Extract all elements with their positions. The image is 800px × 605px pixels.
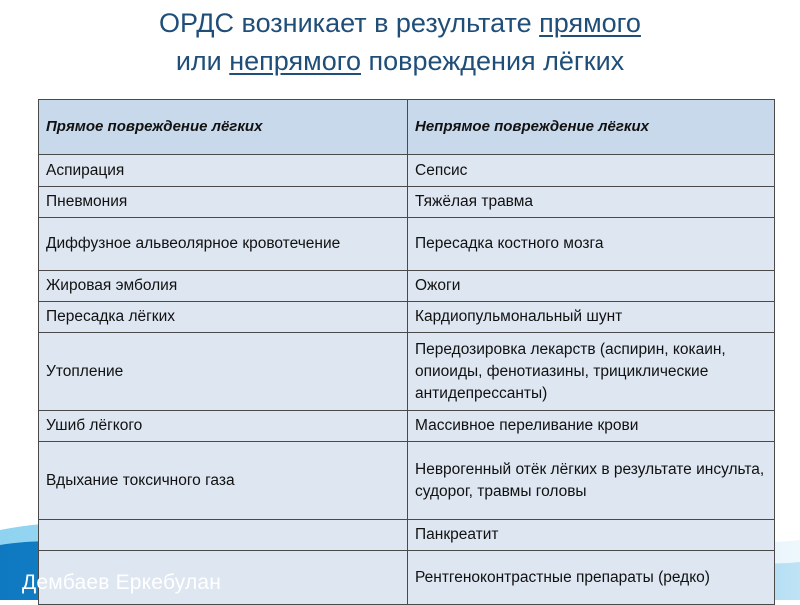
slide-title — [0, 4, 800, 80]
indirect-cell: Пересадка костного мозга — [408, 218, 775, 271]
direct-cell: Ушиб лёгкого — [39, 411, 408, 442]
title-suffix: повреждения лёгких — [360, 46, 625, 76]
table-row — [39, 411, 775, 442]
table-row — [39, 333, 775, 411]
direct-cell: Пневмония — [39, 187, 408, 218]
indirect-cell: Кардиопульмональный шунт — [408, 302, 775, 333]
table-row — [39, 442, 775, 520]
indirect-cell: Массивное переливание крови — [408, 411, 775, 442]
direct-cell — [39, 520, 408, 551]
indirect-cell: Неврогенный отёк лёгких в результате инсульта, судорог, травмы головы — [408, 442, 775, 520]
title-conjunction: или — [175, 46, 230, 76]
indirect-cell: Тяжёлая травма — [408, 187, 775, 218]
causes-table — [38, 99, 775, 605]
title-line-1 — [0, 4, 800, 42]
indirect-cell: Рентгеноконтрастные препараты (редко) — [408, 551, 775, 605]
direct-cell: Утопление — [39, 333, 408, 411]
direct-cell: Жировая эмболия — [39, 271, 408, 302]
title-direct-word: прямого — [539, 8, 641, 38]
indirect-cell: Панкреатит — [408, 520, 775, 551]
table-row — [39, 187, 775, 218]
table-row — [39, 271, 775, 302]
table-row — [39, 302, 775, 333]
direct-cell: Диффузное альвеолярное кровотечение — [39, 218, 408, 271]
table-row — [39, 155, 775, 187]
author-name: Дембаев Еркебулан — [22, 571, 222, 594]
indirect-cell: Сепсис — [408, 155, 775, 187]
direct-cell: Пересадка лёгких — [39, 302, 408, 333]
header-direct-injury: Прямое повреждение лёгких — [39, 100, 408, 155]
title-line-2 — [0, 42, 800, 80]
title-indirect-word: непрямого — [229, 46, 361, 76]
table-row — [39, 218, 775, 271]
indirect-cell: Передозировка лекарств (аспирин, кокаин, опиоиды, фенотиазины, трициклические антидепрессанты) — [408, 333, 775, 411]
table-row — [39, 520, 775, 551]
direct-cell: Вдыхание токсичного газа — [39, 442, 408, 520]
title-prefix: ОРДС возникает в результате — [159, 8, 540, 38]
header-indirect-injury: Непрямое повреждение лёгких — [408, 100, 775, 155]
indirect-cell: Ожоги — [408, 271, 775, 302]
direct-cell: Аспирация — [39, 155, 408, 187]
table-header-row — [39, 100, 775, 155]
